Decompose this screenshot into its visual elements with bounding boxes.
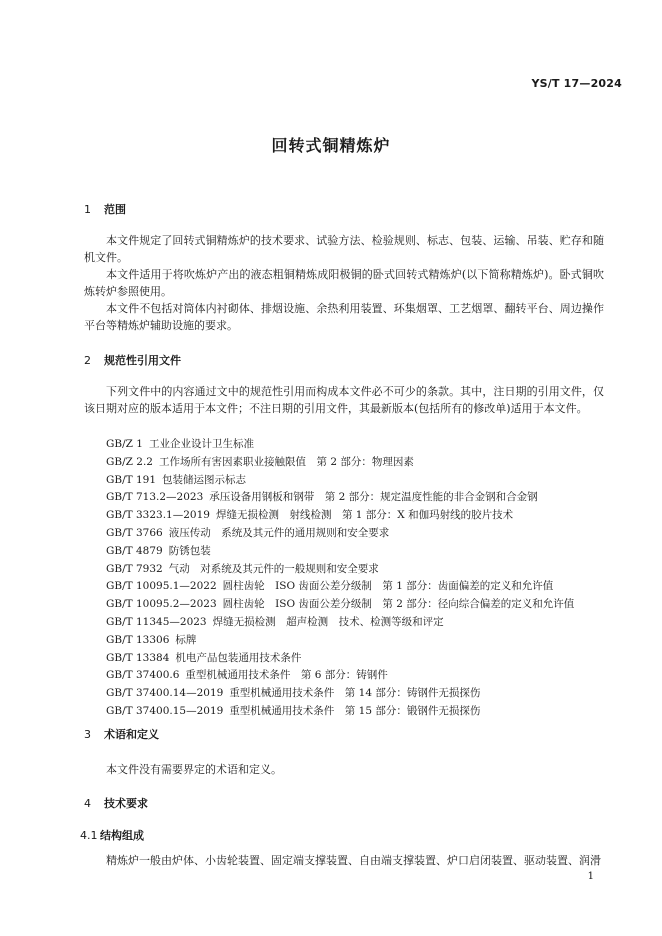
reference-list [106,436,574,721]
reference-item [106,489,574,507]
reference-item [106,525,574,543]
section-1-paragraph-3: 本文件不包括对筒体内衬砌体、排烟设施、余热利用装置、环集烟罩、工艺烟罩、翻转平台、周边操作平台等精炼炉辅助设施的要求。 [84,302,604,332]
reference-title: 标牌 [175,633,197,646]
reference-item [106,454,574,472]
section-2-heading [84,352,181,368]
section-2-number: 2 [84,354,91,367]
reference-item [106,703,574,721]
reference-title: 防锈包装 [168,544,211,557]
reference-item [106,650,574,668]
reference-title: 承压设备用钢板和钢带 第 2 部分：规定温度性能的非合金钢和合金钢 [209,491,538,504]
section-1-number: 1 [84,203,91,216]
section-2-intro: 下列文件中的内容通过文中的规范性引用而构成本文件必不可少的条款。其中，注日期的引用文件，仅该日期对应的版本适用于本文件；不注日期的引用文件，其最新版本(包括所有的修改单)适用于本文件。 [84,385,604,415]
reference-item [106,667,574,685]
reference-title: 圆柱齿轮 ISO 齿面公差分级制 第 2 部分：径向综合偏差的定义和允许值 [222,598,575,611]
section-4-1-heading [80,827,144,843]
section-1-title: 范围 [104,203,126,216]
reference-title: 机电产品包装通用技术条件 [175,651,302,664]
section-3-title: 术语和定义 [104,728,159,741]
reference-item [106,596,574,614]
section-4-1-title: 结构组成 [100,829,144,842]
reference-title: 包装储运图示标志 [162,473,247,486]
reference-code: GB/T 3323.1—2019 [106,509,210,522]
reference-item [106,685,574,703]
section-1-paragraph-1: 本文件规定了回转式铜精炼炉的技术要求、试验方法、检验规则、标志、包装、运输、吊装、贮存和随机文件。 [84,234,604,264]
reference-code: GB/T 37400.15—2019 [106,704,224,717]
reference-code: GB/T 713.2—2023 [106,491,204,504]
reference-item [106,632,574,650]
document-title: 回转式铜精炼炉 [271,136,391,155]
reference-code: GB/T 10095.1—2022 [106,580,217,593]
reference-item [106,472,574,490]
section-4-title: 技术要求 [104,797,148,810]
reference-code: GB/Z 1 [106,438,143,450]
reference-code: GB/T 37400.14—2019 [106,687,224,700]
section-3-text: 本文件没有需要界定的术语和定义。 [106,763,282,776]
reference-item [106,561,574,579]
reference-title: 重型机械通用技术条件 第 15 部分：锻钢件无损探伤 [229,704,481,717]
reference-code: GB/T 191 [106,473,157,486]
reference-title: 液压传动 系统及其元件的通用规则和安全要求 [168,526,390,539]
reference-title: 焊缝无损检测 超声检测 技术、检测等级和评定 [212,615,444,628]
reference-title: 重型机械通用技术条件 第 14 部分：铸钢件无损探伤 [229,687,481,700]
section-1-paragraph-2: 本文件适用于将吹炼炉产出的液态粗铜精炼成阳极铜的卧式回转式精炼炉(以下简称精炼炉)。卧式铜吹炼转炉参照使用。 [84,268,604,298]
section-2-title: 规范性引用文件 [104,354,181,367]
reference-code: GB/T 37400.6 [106,669,180,682]
reference-title: 焊缝无损检测 射线检测 第 1 部分：X 和伽玛射线的胶片技术 [215,509,514,522]
reference-code: GB/T 10095.2—2023 [106,598,217,611]
section-4-heading [84,795,148,811]
reference-title: 气动 对系统及其元件的一般规则和安全要求 [168,562,379,575]
reference-title: 圆柱齿轮 ISO 齿面公差分级制 第 1 部分：齿面偏差的定义和允许值 [222,580,554,593]
reference-code: GB/T 13306 [106,633,170,646]
reference-item [106,436,574,454]
reference-code: GB/Z 2.2 [106,455,153,468]
section-3-heading [84,726,159,742]
reference-code: GB/T 4879 [106,544,163,557]
section-4-1-number: 4.1 [80,829,98,842]
reference-title: 工业企业设计卫生标准 [148,438,254,450]
reference-code: GB/T 13384 [106,651,170,664]
reference-item [106,543,574,561]
section-4-number: 4 [84,797,91,810]
reference-code: GB/T 11345—2023 [106,615,207,628]
reference-code: GB/T 3766 [106,526,163,539]
reference-item [106,614,574,632]
reference-title: 重型机械通用技术条件 第 6 部分：铸钢件 [185,669,388,682]
reference-code: GB/T 7932 [106,562,163,575]
reference-item [106,507,574,525]
section-4-1-text: 精炼炉一般由炉体、小齿轮装置、固定端支撑装置、自由端支撑装置、炉口启闭装置、驱动装置、润滑 [106,854,601,867]
section-1-heading [84,201,126,217]
standard-code: YS/T 17—2024 [531,77,622,90]
reference-item [106,578,574,596]
reference-title: 工作场所有害因素职业接触限值 第 2 部分：物理因素 [158,455,414,468]
page-number: 1 [587,871,594,882]
section-3-number: 3 [84,728,91,741]
